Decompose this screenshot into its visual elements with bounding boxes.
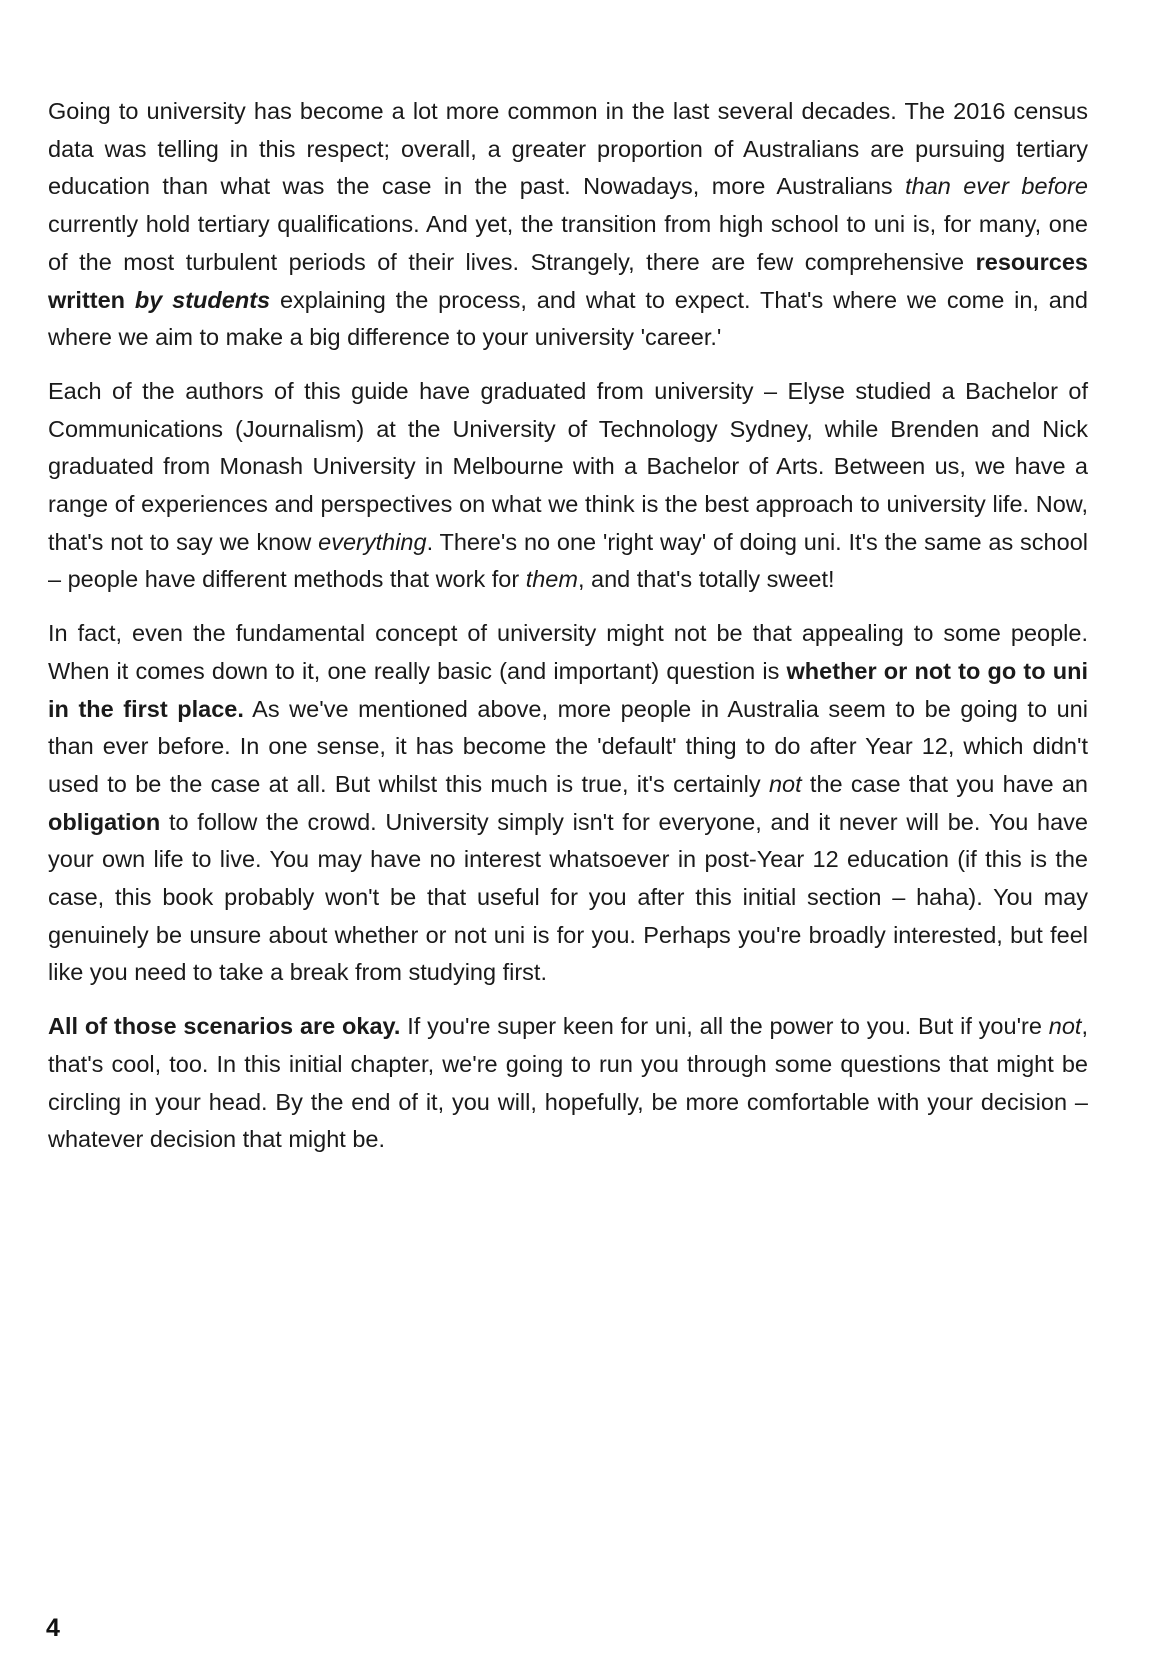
bold-run: whether or not to go to uni in the first place.	[48, 657, 1088, 722]
page-body	[48, 93, 1088, 1175]
emphasis-run: not	[1048, 1013, 1082, 1040]
text-run: Going to university has become a lot more common in the last several decades. The 2016 census data was telling in this respect; overall, a greater proportion of Australians are pursuing tertiary education than what was the case in the past. Nowadays, more Australians	[48, 98, 1088, 200]
bold-run: obligation	[48, 808, 161, 835]
text-run: , and that's totally sweet!	[577, 566, 835, 593]
text-run: As we've mentioned above, more people in Australia seem to be going to uni than ever before. In one sense, it has become the 'default' thing to do after Year 12, which didn't used to be the case at all. But whilst this much is true, it's certainly	[48, 695, 1088, 797]
paragraph-authors	[48, 373, 1088, 599]
bold-italic-run: by students	[134, 286, 271, 313]
page-number: 4	[46, 1614, 60, 1642]
bold-run: All of those scenarios are okay.	[48, 1013, 401, 1040]
emphasis-run: not	[768, 770, 802, 797]
text-run: If you're super keen for uni, all the power to you. But if you're	[400, 1013, 1049, 1040]
bold-run: resources written	[48, 248, 1088, 313]
emphasis-run: than ever before	[905, 173, 1089, 200]
text-run: to follow the crowd. University simply isn't for everyone, and it never will be. You have your own life to live. You may have no interest whatsoever in post-Year 12 education (if this is the case, this book probably won't be that useful for you after this initial section – haha). You may genuinely be unsure about whether or not uni is for you. Perhaps you're broadly interested, but feel like you need to take a break from studying first.	[48, 808, 1088, 986]
text-run: . There's no one 'right way' of doing uni. It's the same as school – people have different methods that work for	[48, 528, 1088, 593]
text-run: Each of the authors of this guide have graduated from university – Elyse studied a Bachelor of Communications (Journalism) at the University of Technology Sydney, while Brenden and Nick graduated from Monash University in Melbourne with a Bachelor of Arts. Between us, we have a range of experiences and perspectives on what we think is the best approach to university life. Now, that's not to say we know	[48, 377, 1088, 555]
paragraph-decision	[48, 615, 1088, 992]
text-run: currently hold tertiary qualifications. And yet, the transition from high school to uni is, for many, one of the most turbulent periods of their lives. Strangely, there are few comprehensive	[48, 211, 1088, 275]
emphasis-run: everything	[318, 528, 427, 555]
paragraph-intro	[48, 93, 1088, 357]
text-run: the case that you have an	[801, 770, 1088, 797]
paragraph-scenarios	[48, 1008, 1088, 1159]
text-run: In fact, even the fundamental concept of university might not be that appealing to some people. When it comes down to it, one really basic (and important) question is	[48, 620, 1088, 684]
text-run: explaining the process, and what to expect. That's where we come in, and where we aim to make a big difference to your university 'career.'	[48, 286, 1089, 351]
text-run: , that's cool, too. In this initial chapter, we're going to run you through some questions that might be circling in your head. By the end of it, you will, hopefully, be more comfortable with your decision – whatever decision that might be.	[48, 1013, 1088, 1153]
emphasis-run: them	[525, 566, 578, 593]
